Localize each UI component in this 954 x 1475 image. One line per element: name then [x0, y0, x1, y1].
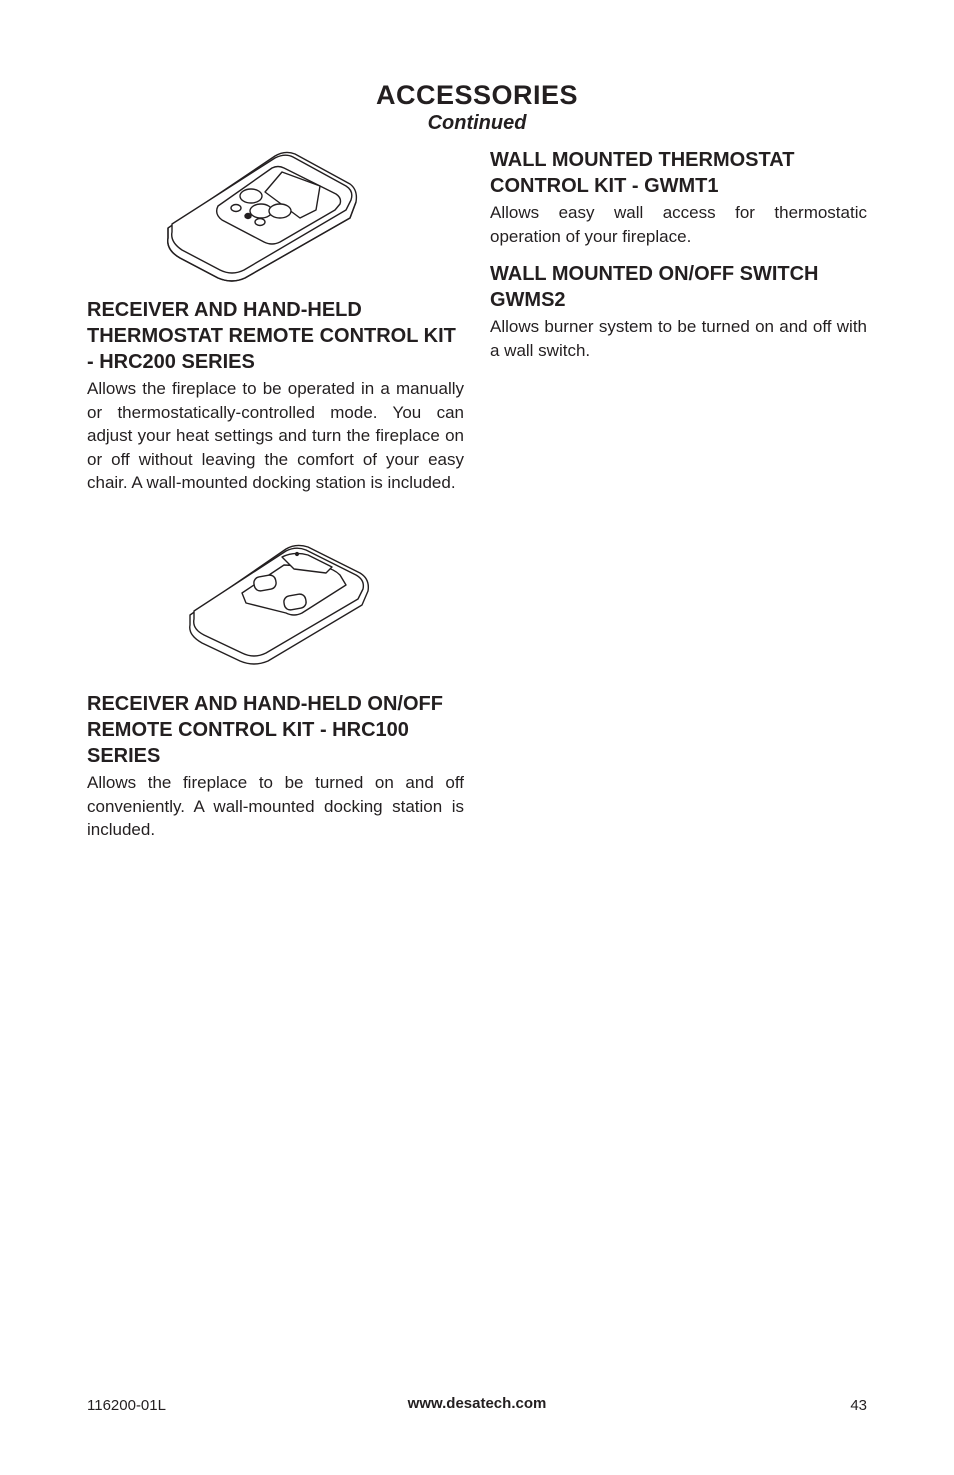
section-body: Allows the fireplace to be turned on and off conveniently. A wall-mounted docking station is included.	[87, 773, 464, 839]
section-heading: RECEIVER AND HAND-HELD THERMOSTAT REMOTE CONTROL KIT - HRC200 SERIES	[87, 299, 456, 373]
section-body: Allows burner system to be turned on and off with a wall switch.	[490, 317, 867, 360]
doc-number: 116200-01L	[87, 1397, 166, 1414]
section-body: Allows easy wall access for thermostatic operation of your fireplace.	[490, 203, 867, 246]
section-hrc100	[87, 691, 464, 842]
page-title: ACCESSORIES	[375, 80, 579, 110]
page-subtitle: Continued	[427, 112, 527, 134]
section-heading: RECEIVER AND HAND-HELD ON/OFF REMOTE CONTROL KIT - HRC100 SERIES	[87, 693, 443, 767]
section-heading: WALL MOUNTED ON/OFF SWITCH GWMS2	[490, 263, 819, 311]
section-hrc200	[87, 297, 464, 495]
section-heading: WALL MOUNTED THERMOSTAT CONTROL KIT - GWMT1	[490, 149, 795, 197]
section-body: Allows the fireplace to be operated in a manually or thermostatically-controlled mode. You can adjust your heat settings and turn the fireplace on or off without leaving the comfort of your easy chair. A wall-mounted docking station is included.	[87, 379, 464, 492]
section-gwmt1	[490, 147, 867, 248]
thermostat-remote-illustration	[160, 148, 365, 283]
on-off-remote-illustration	[184, 543, 374, 671]
page-number: 43	[850, 1397, 867, 1414]
section-gwms2	[490, 261, 867, 362]
website-link[interactable]: www.desatech.com	[407, 1395, 547, 1412]
